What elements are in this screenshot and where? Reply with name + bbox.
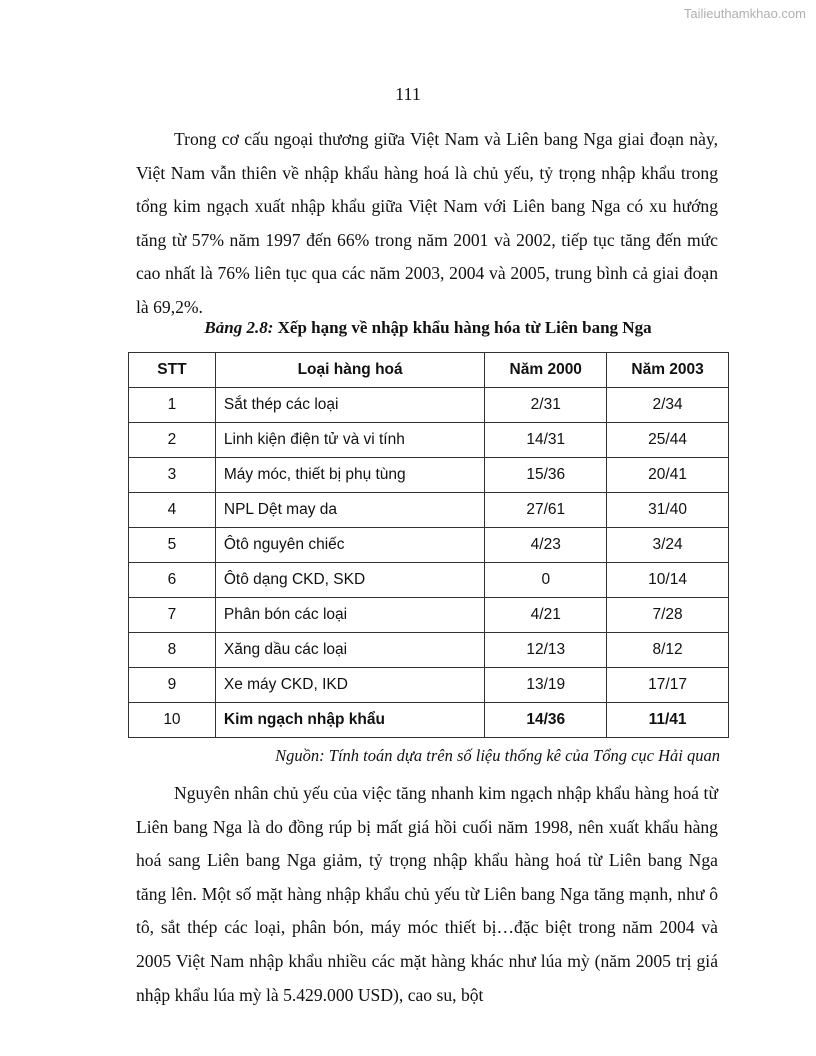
table-caption (128, 318, 728, 338)
column-header-year-2000: Năm 2000 (485, 353, 607, 388)
cell-year-2003: 17/17 (607, 668, 729, 703)
cell-stt: 2 (129, 423, 216, 458)
cell-year-2003: 20/41 (607, 458, 729, 493)
paragraph-line: trong năm 2004 và 2005 Việt Nam nhập khẩu nhiều các mặt hàng khác như (136, 917, 718, 971)
paragraph-line: khẩu hàng hoá sang Liên bang Nga giảm, tỷ trọng nhập khẩu hàng hoá từ Liên (136, 816, 718, 871)
cell-year-2003: 11/41 (607, 703, 729, 738)
page-number: 111 (395, 84, 421, 104)
cell-year-2000: 15/36 (485, 458, 607, 493)
paragraph-line: này, Việt Nam vẫn thiên về nhập khẩu hàng hoá là chủ yếu, tỷ trọng nhập (136, 129, 719, 183)
cell-goods: Kim ngạch nhập khẩu (215, 703, 484, 738)
paragraph-line: khẩu trong tổng kim ngạch xuất nhập khẩu giữa Việt Nam với Liên bang Nga (136, 162, 718, 217)
table-row (129, 423, 729, 458)
cell-goods: Xăng dầu các loại (215, 633, 484, 668)
table-caption-label: Bảng 2.8: (204, 318, 274, 337)
column-header-stt: STT (129, 353, 216, 388)
table-row (129, 458, 729, 493)
cell-stt: 10 (129, 703, 216, 738)
source-note: Nguồn: Tính toán dựa trên số liệu thống kê của Tổng cục Hải quan (275, 746, 720, 765)
cell-year-2003: 7/28 (607, 598, 729, 633)
cell-year-2000: 4/23 (485, 528, 607, 563)
paragraph-line: tăng mạnh, như ô tô, sắt thép các loại, phân bón, máy móc thiết bị…đặc biệt (136, 883, 718, 938)
cell-year-2000: 14/31 (485, 423, 607, 458)
cell-goods: Xe máy CKD, IKD (215, 668, 484, 703)
cell-year-2000: 13/19 (485, 668, 607, 703)
table-row (129, 528, 729, 563)
watermark: Tailieuthamkhao.com (683, 6, 806, 21)
cell-stt: 8 (129, 633, 216, 668)
table-row (129, 598, 729, 633)
column-header-goods: Loại hàng hoá (215, 353, 484, 388)
cell-stt: 7 (129, 598, 216, 633)
cell-goods: NPL Dệt may da (215, 493, 484, 528)
paragraph-line: Trong cơ cấu ngoại thương giữa Việt Nam và Liên bang Nga giai đoạn (174, 129, 684, 149)
table-row (129, 563, 729, 598)
cell-year-2003: 10/14 (607, 563, 729, 598)
cell-goods: Sắt thép các loại (215, 388, 484, 423)
cell-stt: 3 (129, 458, 216, 493)
paragraph-2 (136, 777, 718, 1012)
cell-goods: Ôtô nguyên chiếc (215, 528, 484, 563)
cell-goods: Ôtô dạng CKD, SKD (215, 563, 484, 598)
table-row (129, 633, 729, 668)
paragraph-1 (136, 123, 718, 325)
cell-stt: 6 (129, 563, 216, 598)
cell-stt: 1 (129, 388, 216, 423)
cell-stt: 4 (129, 493, 216, 528)
cell-year-2000: 0 (485, 563, 607, 598)
paragraph-line: bang Nga tăng lên. Một số mặt hàng nhập khẩu chủ yếu từ Liên bang Nga (136, 850, 718, 904)
cell-stt: 5 (129, 528, 216, 563)
cell-year-2003: 2/34 (607, 388, 729, 423)
paragraph-line: tục tăng đến mức cao nhất là 76% liên tục qua các năm 2003, 2004 và 2005, (136, 229, 718, 284)
paragraph-line: Nguyên nhân chủ yếu của việc tăng nhanh kim ngạch nhập khẩu hàng (174, 783, 669, 803)
cell-year-2000: 4/21 (485, 598, 607, 633)
cell-year-2003: 3/24 (607, 528, 729, 563)
table-row-total (129, 703, 729, 738)
cell-goods: Linh kiện điện tử và vi tính (215, 423, 484, 458)
table-header-row (129, 353, 729, 388)
table-row (129, 668, 729, 703)
paragraph-line: lúa mỳ (năm 2005 trị giá nhập khẩu lúa mỳ là 5.429.000 USD), cao su, bột (136, 950, 719, 1005)
import-ranking-table (128, 352, 729, 738)
cell-year-2000: 27/61 (485, 493, 607, 528)
table-row (129, 493, 729, 528)
paragraph-line: có xu hướng tăng từ 57% năm 1997 đến 66% trong năm 2001 và 2002, tiếp (136, 196, 719, 250)
cell-year-2000: 12/13 (485, 633, 607, 668)
cell-stt: 9 (129, 668, 216, 703)
cell-year-2000: 2/31 (485, 388, 607, 423)
table-row (129, 388, 729, 423)
cell-goods: Máy móc, thiết bị phụ tùng (215, 458, 484, 493)
column-header-year-2003: Năm 2003 (607, 353, 729, 388)
cell-year-2003: 25/44 (607, 423, 729, 458)
cell-year-2003: 31/40 (607, 493, 729, 528)
table-caption-title: Xếp hạng về nhập khẩu hàng hóa từ Liên bang Nga (273, 318, 652, 337)
cell-goods: Phân bón các loại (215, 598, 484, 633)
cell-year-2003: 8/12 (607, 633, 729, 668)
cell-year-2000: 14/36 (485, 703, 607, 738)
paragraph-line: hoá từ Liên bang Nga là do đồng rúp bị mất giá hồi cuối năm 1998, nên xuất (136, 783, 718, 837)
paragraph-line: trung bình cả giai đoạn là 69,2%. (136, 263, 718, 317)
